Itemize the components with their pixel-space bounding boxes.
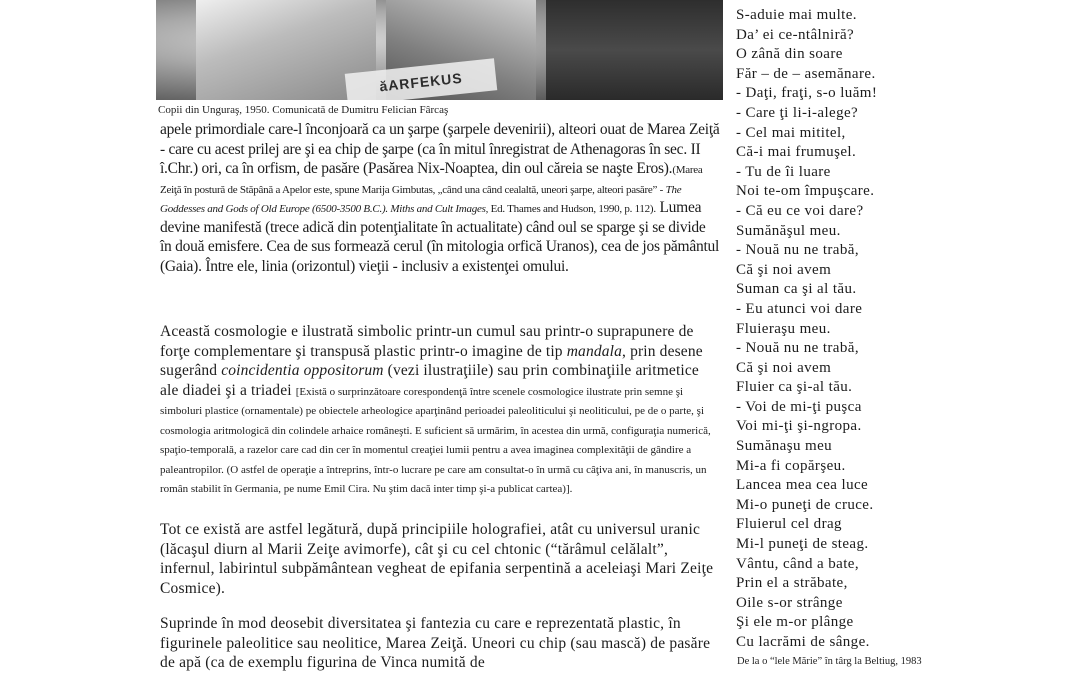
poem-line: Oile s-or strânge [736, 594, 843, 611]
poem-line: Şi ele m-or plânge [736, 614, 854, 631]
poem-line: Da’ ei ce-ntâlniră? [736, 26, 855, 43]
poem-line: - Daţi, fraţi, s-o luăm! [736, 85, 878, 102]
poem-line: Vântu, când a bate, [736, 555, 859, 572]
poem-line: Sumănăşul meu. [736, 222, 841, 239]
poem [736, 6, 1056, 653]
photograph [156, 0, 723, 100]
paragraph-1 [160, 120, 720, 276]
paragraph-2 [160, 322, 720, 498]
poem-line: - Tu de îi luare [736, 163, 831, 180]
poem-line: - Nouă nu ne trabă, [736, 340, 859, 357]
poem-line: - Că eu ce voi dare? [736, 202, 864, 219]
poem-line: Fluieraşu meu. [736, 320, 831, 337]
poem-source: De la o “lele Mărie” în târg la Beltiug, 1983 [737, 656, 922, 667]
poem-line: O zână din soare [736, 46, 843, 63]
paragraph-2-text-c: (vezi ilustraţiile) sau prin combinaţiile aritmetice ale diadei şi a triadei [160, 362, 699, 399]
poem-line: Lancea mea cea luce [736, 477, 869, 494]
poem-line: - Nouă nu ne trabă, [736, 242, 859, 259]
paragraph-2-text-a: Această cosmologie e ilustrată simbolic printr-un cumul sau printr-o suprapunere de forţe complementare şi transpusă plastic printr-o imagine de tip [160, 323, 694, 360]
poem-line: - Voi de mi-ţi puşca [736, 398, 862, 415]
poem-line: Suman ca şi al tău. [736, 281, 857, 298]
paragraph-1-text-b: Lumea devine manifestă (trece adică din potenţialitate în actualitate) când oul se sparge şi se divide în două emisfere. Cea de sus formează cerul (în mitologia orfică Uranos), cea de jos pământul (Gaia). Între ele, linia (orizontul) vieţii - inclusiv a existenţei omului. [160, 199, 720, 275]
poem-line: Fluier ca şi-al tău. [736, 379, 853, 396]
poem-line: Că-i mai frumuşel. [736, 144, 857, 161]
poem-line: Cu lacrămi de sânge. [736, 634, 870, 650]
paragraph-2-text-b: , prin desene sugerând [160, 342, 703, 379]
poem-line: Mi-l puneţi de steag. [736, 536, 869, 553]
paragraph-1-note-a: (Marea Zeiţă în postură de Stăpână a Apelor este, spune Marija Gimbutas, „când una când cealaltă, uneori şarpe, alteori pasăre” - [160, 164, 703, 196]
paragraph-1-note-b: Ed. Thames and Hudson, 1990, p. 112). [488, 203, 656, 215]
poem-line: - Eu atunci voi dare [736, 300, 863, 317]
paragraph-1-text-a: apele primordiale care-l înconjoară ca un şarpe (şarpele devenirii), alteori ouat de Marea Zeiţă - care cu acest prilej are şi ea chip de şarpe (ca în mitul înregistrat de Athenagoras în sec. II î.Chr.) ori, ca în orfism, de pasăre (Pasărea Nix-Noaptea, din oul căreia se naşte Eros). [160, 121, 720, 177]
poem-line: Că şi noi avem [736, 261, 832, 278]
photo-figure-right [546, 0, 723, 100]
poem-line: Că şi noi avem [736, 359, 832, 376]
poem-line: Voi mi-ţi şi-ngropa. [736, 418, 862, 435]
photo-caption: Copii din Unguraş, 1950. Comunicată de Dumitru Felician Fârcaş [158, 104, 449, 116]
poem-line: - Cel mai mititel, [736, 124, 846, 141]
poem-line: Fluierul cel drag [736, 516, 842, 533]
poem-line: Prin el a străbate, [736, 575, 848, 592]
paragraph-2-italic-b: coincidentia oppositorum [221, 362, 384, 379]
photo-stamp: ăARFEKUS [345, 58, 498, 100]
poem-line: Mi-o puneţi de cruce. [736, 496, 874, 513]
poem-line: S-aduie mai multe. [736, 7, 857, 23]
poem-line: Sumănaşu meu [736, 438, 833, 455]
paragraph-3: Tot ce există are astfel legătură, după principiile holografiei, atât cu universul uranic (lăcaşul diurn al Marii Zeiţe avimorfe), cât şi cu cel chtonic (“tărâmul celălalt”, infernul, labirintul subpământean vegheat de epifania serpentină a aceleiaşi Mari Zeiţe Cosmice). [160, 521, 714, 597]
paragraph-2-italic-a: mandala [566, 342, 623, 360]
poem-line: Mi-a fi copărşeu. [736, 457, 846, 474]
poem-line: Făr – de – asemănare. [736, 65, 876, 82]
paragraph-1-note-title: The Goddesses and Gods of Old Europe (6500-3500 B.C.). Miths and Cult Images, [160, 183, 682, 215]
poem-line: Noi te-om împuşcare. [736, 183, 875, 200]
poem-line: - Care ţi li-i-alege? [736, 104, 859, 121]
paragraph-4: Suprinde în mod deosebit diversitatea şi fantezia cu care e reprezentată plastic, în figurinele paleolitice sau neolitice, Marea Zeiţă. Uneori cu chip (sau mască) de pasăre de apă (ca de exemplu figurina de Vinca numită de [160, 615, 711, 671]
paragraph-2-note: [Există o surprinzătoare corespondenţă între scenele cosmologice ilustrate prin semne şi simboluri plastice (ornamentale) pe obiectele arheologice aparţinând perioadei paleoliticului şi neoliticului, pe de o parte, şi cosmologia aritmologică din colindele arhaice româneşti. E suficient să urmărim, în acestea din urmă, configuraţia numerică, spaţio-temporală, a razelor care cad din cer în momentul creaţiei lumii pentru a avea imaginea complexităţii de gândire a paleantropilor. (O astfel de operaţie a întreprins, într-o lucrare pe care am consultat-o în urmă cu câţiva ani, în manuscris, un român stabilit în Germania, pe nume Emil Cira. Nu ştim dacă inter timp şi-a publicat cartea)]. [160, 385, 711, 495]
